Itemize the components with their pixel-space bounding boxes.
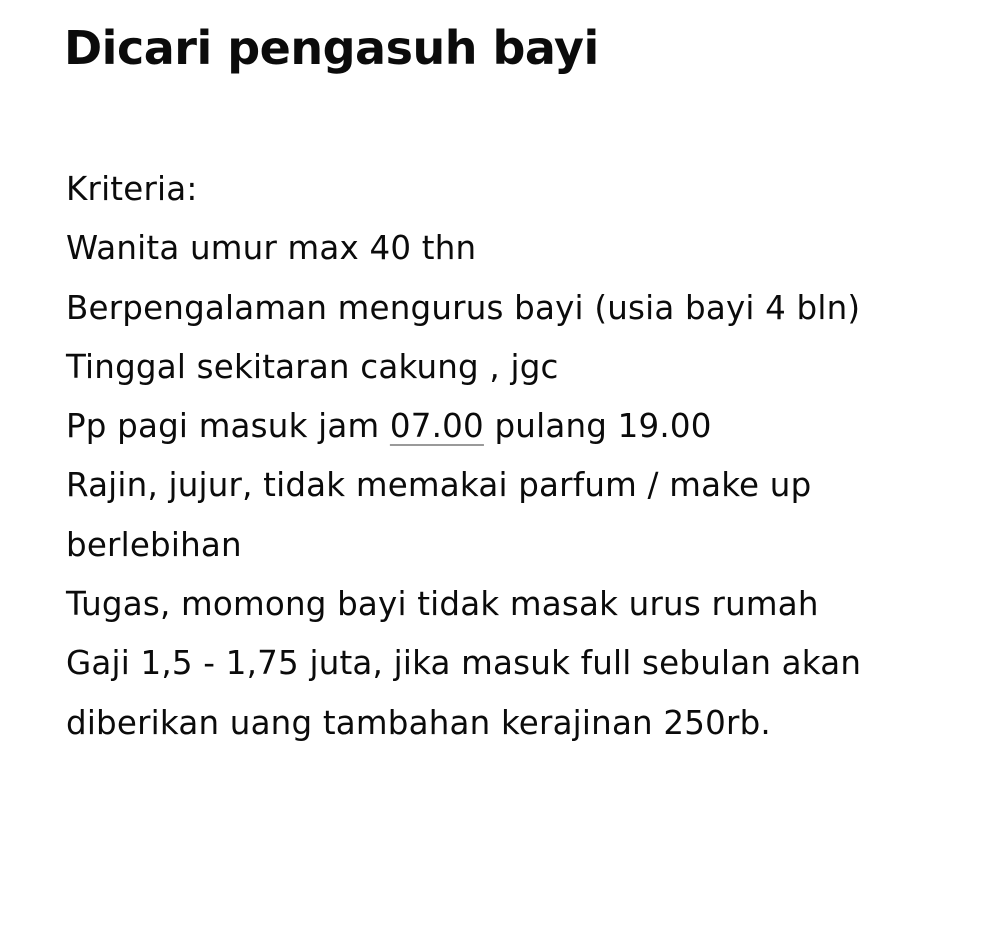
criteria-experience: Berpengalaman mengurus bayi (usia bayi 4 bln) <box>66 288 861 327</box>
criteria-salary: Gaji 1,5 - 1,75 juta, jika masuk full sebulan akan <box>66 644 862 683</box>
criteria-hours <box>66 397 986 456</box>
criteria-traits: Rajin, jujur, tidak memakai parfum / make up <box>66 466 812 505</box>
criteria-traits-cont: berlebihan <box>66 525 242 564</box>
hours-text-before: Pp pagi masuk jam <box>66 407 390 446</box>
criteria-location: Tinggal sekitaran cakung , jgc <box>66 347 559 386</box>
criteria-age: Wanita umur max 40 thn <box>66 229 477 268</box>
criteria-salary-cont: diberikan uang tambahan kerajinan 250rb. <box>66 703 771 742</box>
note-body <box>66 160 986 753</box>
note-title: Dicari pengasuh bayi <box>64 21 599 75</box>
time-link[interactable]: 07.00 <box>389 407 484 446</box>
hours-text-after: pulang 19.00 <box>483 407 712 446</box>
criteria-heading: Kriteria: <box>66 170 198 208</box>
criteria-duties: Tugas, momong bayi tidak masak urus rumah <box>66 585 819 624</box>
